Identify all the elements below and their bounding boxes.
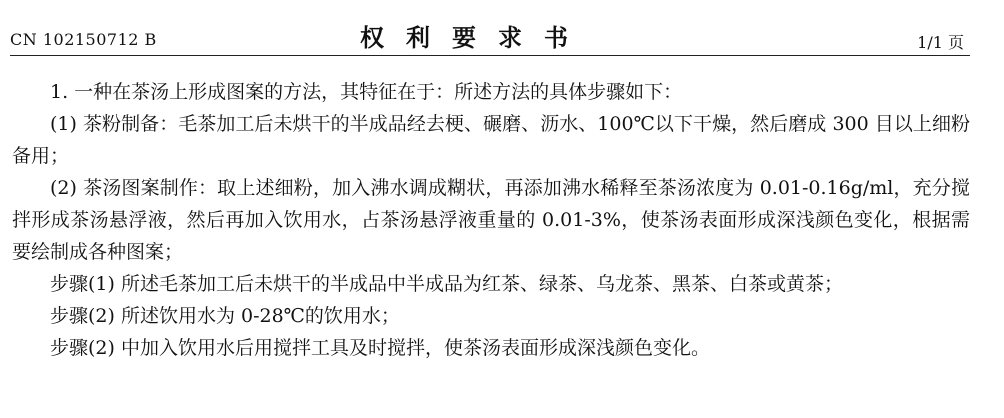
claim-paragraph: (2) 茶汤图案制作：取上述细粉，加入沸水调成糊状，再添加沸水稀释至茶汤浓度为 0.01-0.16g/ml，充分搅拌形成茶汤悬浮液，然后再加入饮用水，占茶汤悬浮液重量的 0.01-3%，使茶汤表面形成深浅颜色变化，根据需要绘制成各种图案；: [12, 177, 970, 263]
claims-body: [12, 76, 970, 364]
claim-paragraph: (1) 茶粉制备：毛茶加工后未烘干的半成品经去梗、碾磨、沥水、100℃以下干燥，然后磨成 300 目以上细粉备用；: [12, 113, 970, 167]
claim-paragraph: 步骤(2) 所述饮用水为 0-28℃的饮用水；: [50, 305, 400, 327]
page-indicator: 1/1 页: [917, 33, 964, 52]
patent-number: CN 102150712 B: [10, 30, 157, 49]
page-title: 权利要求书: [360, 24, 590, 52]
claim-paragraph: 步骤(1) 所述毛茶加工后未烘干的半成品中半成品为红茶、绿茶、乌龙茶、黑茶、白茶或黄茶；: [50, 273, 843, 295]
claim-paragraph: 1. 一种在茶汤上形成图案的方法，其特征在于：所述方法的具体步骤如下：: [50, 81, 683, 103]
claim-paragraph: 步骤(2) 中加入饮用水后用搅拌工具及时搅拌，使茶汤表面形成深浅颜色变化。: [50, 337, 710, 359]
header-divider: [10, 55, 970, 56]
